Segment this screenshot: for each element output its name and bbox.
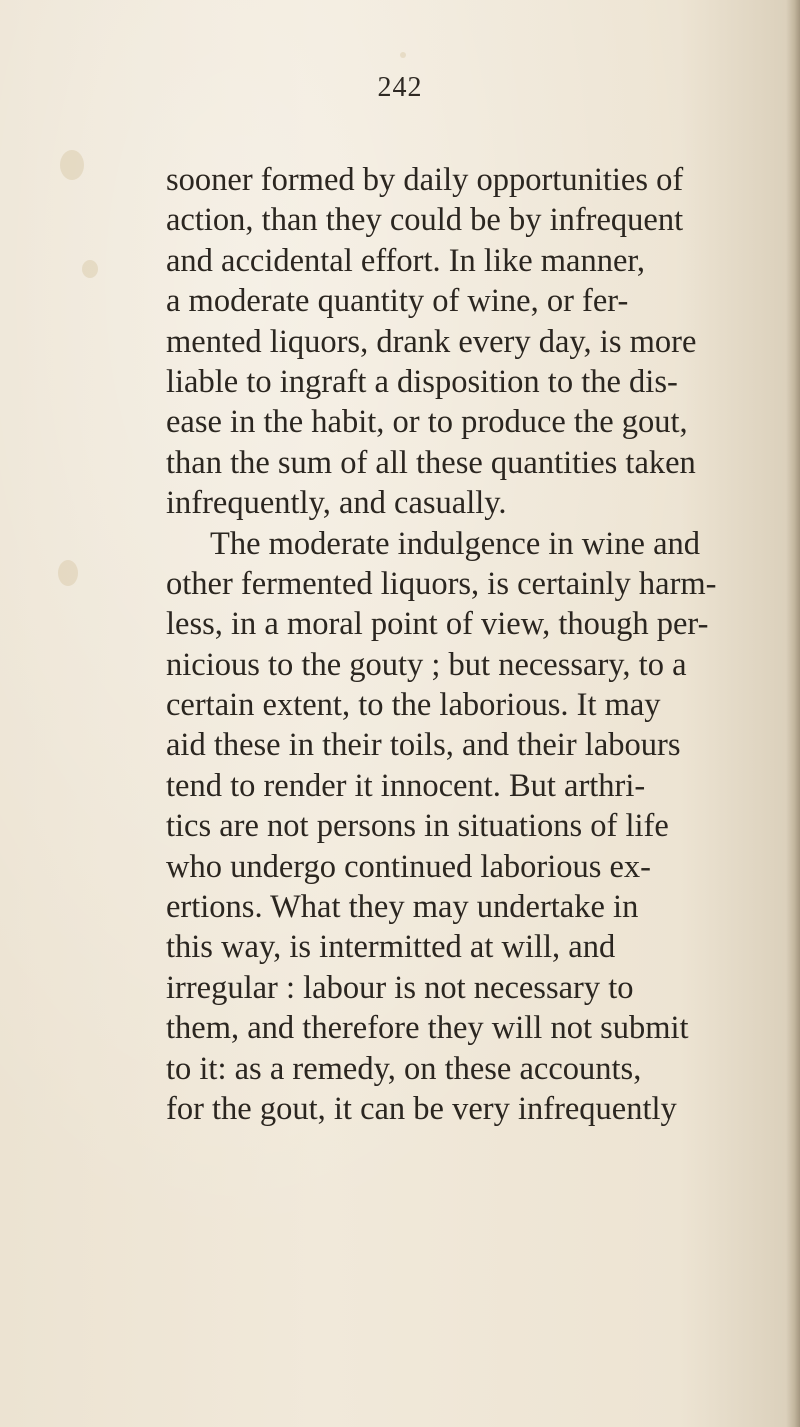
page-number: 242 bbox=[377, 72, 423, 103]
text-line: irregular : labour is not necessary to bbox=[166, 969, 634, 1006]
text-line: sooner formed by daily opportunities of bbox=[166, 162, 684, 198]
text-line: infrequently, and casually. bbox=[166, 485, 507, 522]
text-line: nicious to the gouty ; but necessary, to a bbox=[166, 646, 687, 683]
text-line: them, and therefore they will not submit bbox=[166, 1010, 689, 1047]
text-line: action, than they could be by infrequent bbox=[166, 202, 684, 239]
text-line: liable to ingraft a disposition to the dis- bbox=[166, 363, 678, 400]
text-line: a moderate quantity of wine, or fer- bbox=[166, 283, 629, 320]
text-line: other fermented liquors, is certainly harm- bbox=[166, 565, 717, 602]
body-text bbox=[166, 160, 798, 1129]
text-line: mented liquors, drank every day, is more bbox=[166, 323, 697, 360]
text-line: for the gout, it can be very infrequently bbox=[166, 1090, 677, 1127]
text-line: tend to render it innocent. But arthri- bbox=[166, 767, 646, 804]
text-line: less, in a moral point of view, though per- bbox=[166, 606, 709, 643]
text-line: tics are not persons in situations of life bbox=[166, 808, 669, 845]
text-line: than the sum of all these quantities taken bbox=[166, 444, 696, 481]
text-line: to it: as a remedy, on these accounts, bbox=[166, 1050, 642, 1087]
text-line: aid these in their toils, and their labours bbox=[166, 727, 681, 764]
text-line: certain extent, to the laborious. It may bbox=[166, 687, 661, 724]
paper-stain bbox=[58, 560, 78, 586]
text-line: and accidental effort. In like manner, bbox=[166, 242, 646, 279]
text-line: who undergo continued laborious ex- bbox=[166, 848, 651, 885]
paper-stain bbox=[82, 260, 98, 278]
text-line: ease in the habit, or to produce the gout, bbox=[166, 404, 688, 441]
text-line: ertions. What they may undertake in bbox=[166, 889, 639, 926]
text-line: The moderate indulgence in wine and bbox=[210, 525, 701, 562]
paper-stain bbox=[60, 150, 84, 180]
paper-stain bbox=[400, 52, 406, 58]
text-line: this way, is intermitted at will, and bbox=[166, 929, 616, 966]
